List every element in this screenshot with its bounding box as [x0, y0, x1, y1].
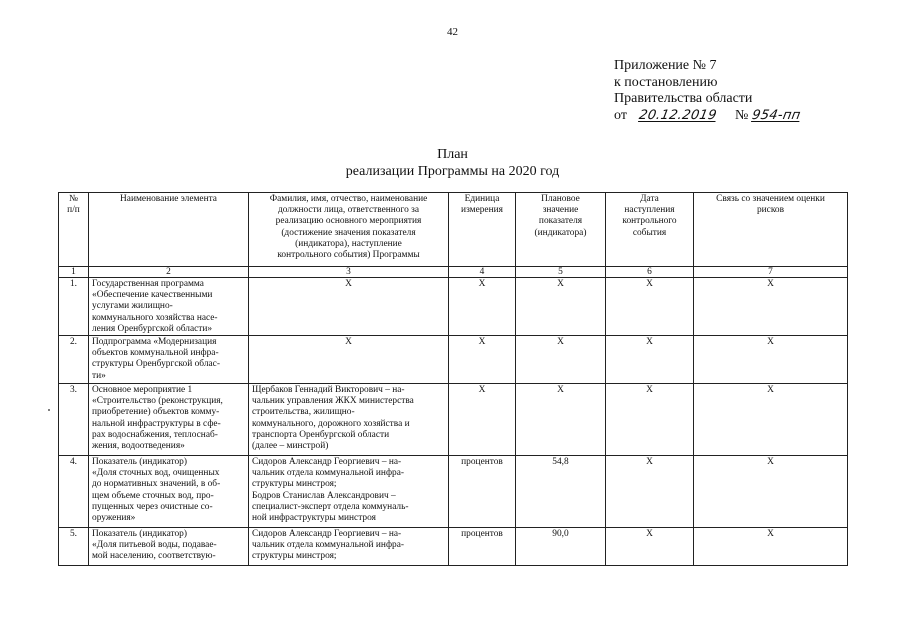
handwritten-number: 954-пп — [751, 107, 803, 123]
row-element-name: Государственная программа «Обеспечение качественными услугами жилищно- коммунального хозяйства насе- ления Оренбургской области» — [89, 278, 249, 336]
row-event-date: Х — [606, 336, 694, 384]
header-responsible: Фамилия, имя, отчество, наименование должности лица, ответственного за реализацию основного мероприятия (достижение значения показателя (индикатора), наступление контрольного события) Программы — [249, 193, 449, 267]
header-planned-value: Плановое значение показателя (индикатора) — [516, 193, 606, 267]
title-line-2: реализации Программы на 2020 год — [345, 164, 560, 179]
header-risk-link: Связь со значением оценки рисков — [694, 193, 848, 267]
row-event-date: Х — [606, 384, 694, 456]
number-label: № — [734, 107, 749, 123]
column-number: 1 — [59, 267, 89, 278]
header-number: № п/п — [59, 193, 89, 267]
row-responsible: Сидоров Александр Георгиевич – на- чальник отдела коммунальной инфра- структуры минстроя; — [249, 528, 449, 566]
row-number: 2. — [59, 336, 89, 384]
row-unit: Х — [449, 336, 516, 384]
title-line-1: План — [437, 147, 468, 162]
row-unit: Х — [449, 384, 516, 456]
table-row — [59, 278, 848, 336]
appendix-date-line — [614, 108, 801, 125]
row-planned-value: Х — [516, 336, 606, 384]
row-responsible: Х — [249, 336, 449, 384]
appendix-block — [614, 58, 801, 124]
row-unit: процентов — [449, 456, 516, 528]
row-number: 1. — [59, 278, 89, 336]
column-numbering-row — [59, 267, 848, 278]
table-row — [59, 528, 848, 566]
plan-table — [58, 192, 848, 566]
row-planned-value: 90,0 — [516, 528, 606, 566]
appendix-line-1: Приложение № 7 — [614, 58, 717, 73]
row-element-name: Показатель (индикатор) «Доля сточных вод, очищенных до нормативных значений, в об- щем объеме сточных вод, про- пущенных через очистные со- оружения» — [89, 456, 249, 528]
row-planned-value: 54,8 — [516, 456, 606, 528]
appendix-line-3: Правительства области — [614, 91, 753, 106]
row-number: 3. — [59, 384, 89, 456]
page-title — [0, 146, 905, 180]
row-element-name: Подпрограмма «Модернизация объектов коммунальной инфра- структуры Оренбургской облас- ти» — [89, 336, 249, 384]
row-element-name: Основное мероприятие 1 «Строительство (реконструкция, приобретение) объектов комму- нальной инфраструктуры в сфе- рах водоснабжения, теплоснаб- жения, водоотведения» — [89, 384, 249, 456]
row-event-date: Х — [606, 528, 694, 566]
table-row — [59, 456, 848, 528]
row-responsible: Сидоров Александр Георгиевич – на- чальник отдела коммунальной инфра- структуры минстроя; Бодров Станислав Александрович – специалист-эксперт отдела коммуналь- ной инфраструктуры минстроя — [249, 456, 449, 528]
appendix-line-2: к постановлению — [614, 74, 718, 90]
column-number: 4 — [449, 267, 516, 278]
handwritten-date: 20.12.2019 — [637, 107, 718, 123]
row-event-date: Х — [606, 456, 694, 528]
row-risk-link: Х — [694, 278, 848, 336]
table-row — [59, 384, 848, 456]
column-number: 7 — [694, 267, 848, 278]
page-number: 42 — [447, 26, 458, 38]
row-risk-link: Х — [694, 384, 848, 456]
column-number: 5 — [516, 267, 606, 278]
row-responsible: Х — [249, 278, 449, 336]
row-number: 5. — [59, 528, 89, 566]
row-element-name: Показатель (индикатор) «Доля питьевой воды, подавае- мой населению, соответствую- — [89, 528, 249, 566]
table-row — [59, 336, 848, 384]
row-risk-link: Х — [694, 456, 848, 528]
row-unit: процентов — [449, 528, 516, 566]
row-unit: Х — [449, 278, 516, 336]
from-label: от — [614, 107, 627, 123]
row-responsible: Щербаков Геннадий Викторович – на- чальник управления ЖКХ министерства строительства, жилищно- коммунального, дорожного хозяйства и транспорта Оренбургской области (далее – минстрой) — [249, 384, 449, 456]
header-unit: Единица измерения — [449, 193, 516, 267]
table-header-row — [59, 193, 848, 267]
row-planned-value: Х — [516, 278, 606, 336]
row-number: 4. — [59, 456, 89, 528]
column-number: 2 — [89, 267, 249, 278]
column-number: 3 — [249, 267, 449, 278]
row-event-date: Х — [606, 278, 694, 336]
scan-speck — [48, 409, 50, 411]
row-risk-link: Х — [694, 528, 848, 566]
header-element-name: Наименование элемента — [89, 193, 249, 267]
column-number: 6 — [606, 267, 694, 278]
row-risk-link: Х — [694, 336, 848, 384]
header-event-date: Дата наступления контрольного события — [606, 193, 694, 267]
row-planned-value: Х — [516, 384, 606, 456]
